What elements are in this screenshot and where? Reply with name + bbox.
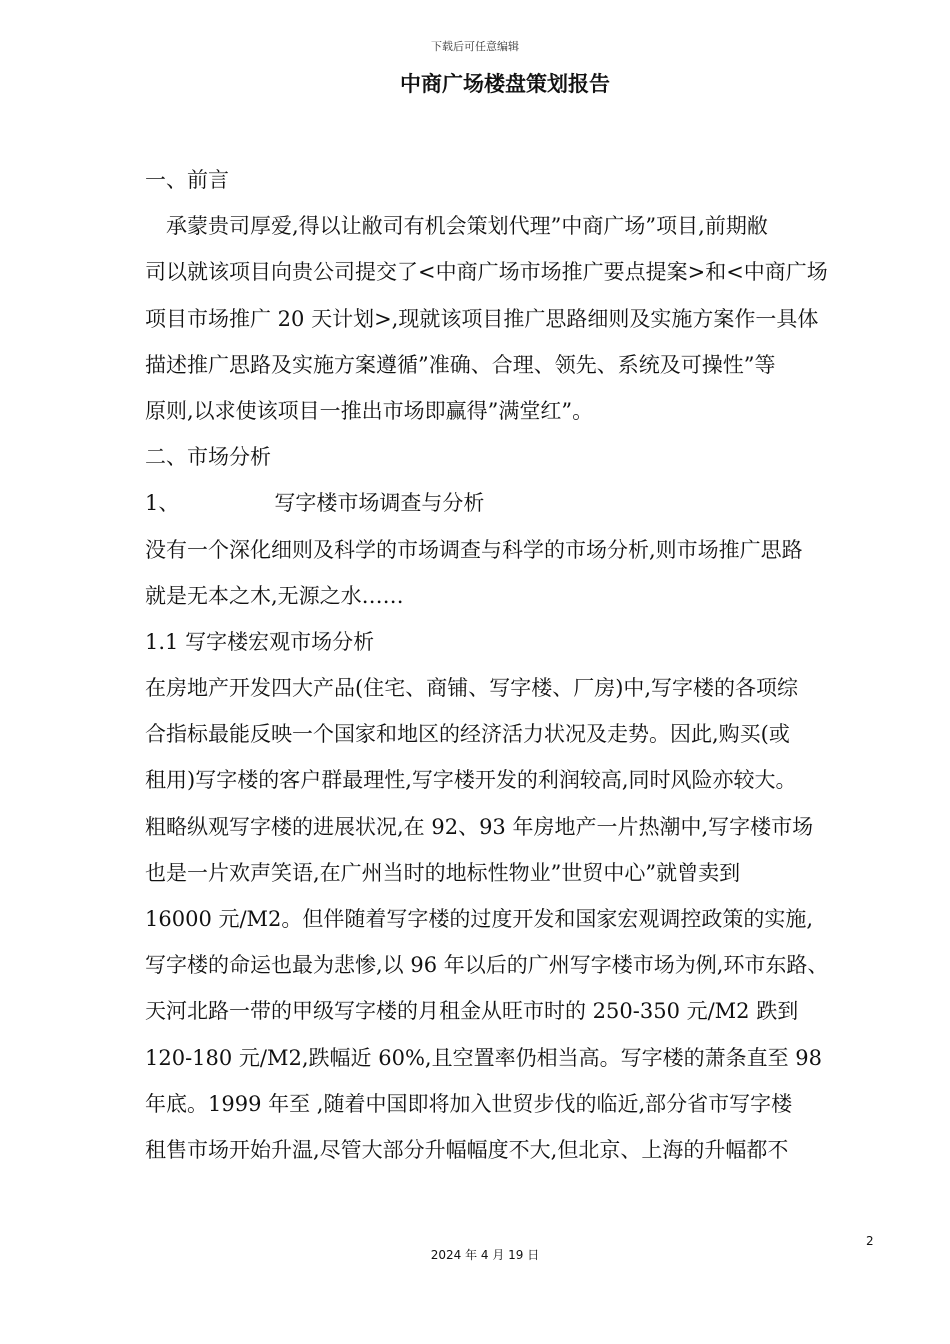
document-title: 中商广场楼盘策划报告 bbox=[400, 72, 610, 96]
paragraph-line: 租售市场开始升温,尽管大部分升幅幅度不大,但北京、上海的升幅都不 bbox=[145, 1137, 789, 1162]
paragraph-line: 在房地产开发四大产品(住宅、商铺、写字楼、厂房)中,写字楼的各项综 bbox=[145, 676, 799, 701]
subsection-heading bbox=[145, 480, 885, 526]
paragraph-line: 描述推广思路及实施方案遵循”准确、合理、领先、系统及可操性”等 bbox=[145, 352, 776, 377]
paragraph-line: 承蒙贵司厚爱,得以让敝司有机会策划代理”中商广场”项目,前期敝 bbox=[166, 214, 768, 239]
document-body bbox=[145, 157, 885, 1173]
paragraph-line: 16000 元/M2。但伴随着写字楼的过度开发和国家宏观调控政策的实施, bbox=[145, 907, 814, 931]
paragraph-line: 原则,以求使该项目一推出市场即赢得”满堂红”。 bbox=[145, 398, 594, 423]
paragraph-line: 租用)写字楼的客户群最理性,写字楼开发的利润较高,同时风险亦较大。 bbox=[145, 768, 797, 793]
paragraph-line: 天河北路一带的甲级写字楼的月租金从旺市时的 250-350 元/M2 跌到 bbox=[145, 999, 799, 1024]
header-note: 下载后可任意编辑 bbox=[431, 40, 519, 53]
paragraph-line: 年底。1999 年至 ,随着中国即将加入世贸步伐的临近,部分省市写字楼 bbox=[145, 1091, 793, 1116]
paragraph-line: 就是无本之木,无源之水…… bbox=[145, 583, 404, 608]
paragraph-line: 也是一片欢声笑语,在广州当时的地标性物业”世贸中心”就曾卖到 bbox=[145, 860, 741, 885]
footer-date: 2024 年 4 月 19 日 bbox=[430, 1248, 540, 1262]
section-heading-preface: 一、前言 bbox=[145, 168, 229, 192]
paragraph-line: 司以就该项目向贵公司提交了<中商广场市场推广要点提案>和<中商广场 bbox=[145, 260, 828, 285]
paragraph-line: 写字楼的命运也最为悲惨,以 96 年以后的广州写字楼市场为例,环市东路、 bbox=[145, 953, 829, 978]
paragraph-line: 项目市场推广 20 天计划>,现就该项目推广思路细则及实施方案作一具体 bbox=[145, 306, 819, 331]
paragraph-line: 没有一个深化细则及科学的市场调查与科学的市场分析,则市场推广思路 bbox=[145, 537, 803, 562]
section-heading-market-analysis: 二、市场分析 bbox=[145, 445, 271, 470]
page-number: 2 bbox=[866, 1234, 874, 1248]
subsection-heading-macro-analysis: 1.1 写字楼宏观市场分析 bbox=[145, 629, 375, 654]
paragraph-line: 合指标最能反映一个国家和地区的经济活力状况及走势。因此,购买(或 bbox=[145, 722, 790, 747]
paragraph-line: 粗略纵观写字楼的进展状况,在 92、93 年房地产一片热潮中,写字楼市场 bbox=[145, 814, 814, 839]
subsection-number: 1、 bbox=[145, 491, 180, 516]
paragraph-line: 120-180 元/M2,跌幅近 60%,且空置率仍相当高。写字楼的萧条直至 98 bbox=[145, 1045, 822, 1070]
subsection-title: 写字楼市场调查与分析 bbox=[274, 491, 485, 516]
